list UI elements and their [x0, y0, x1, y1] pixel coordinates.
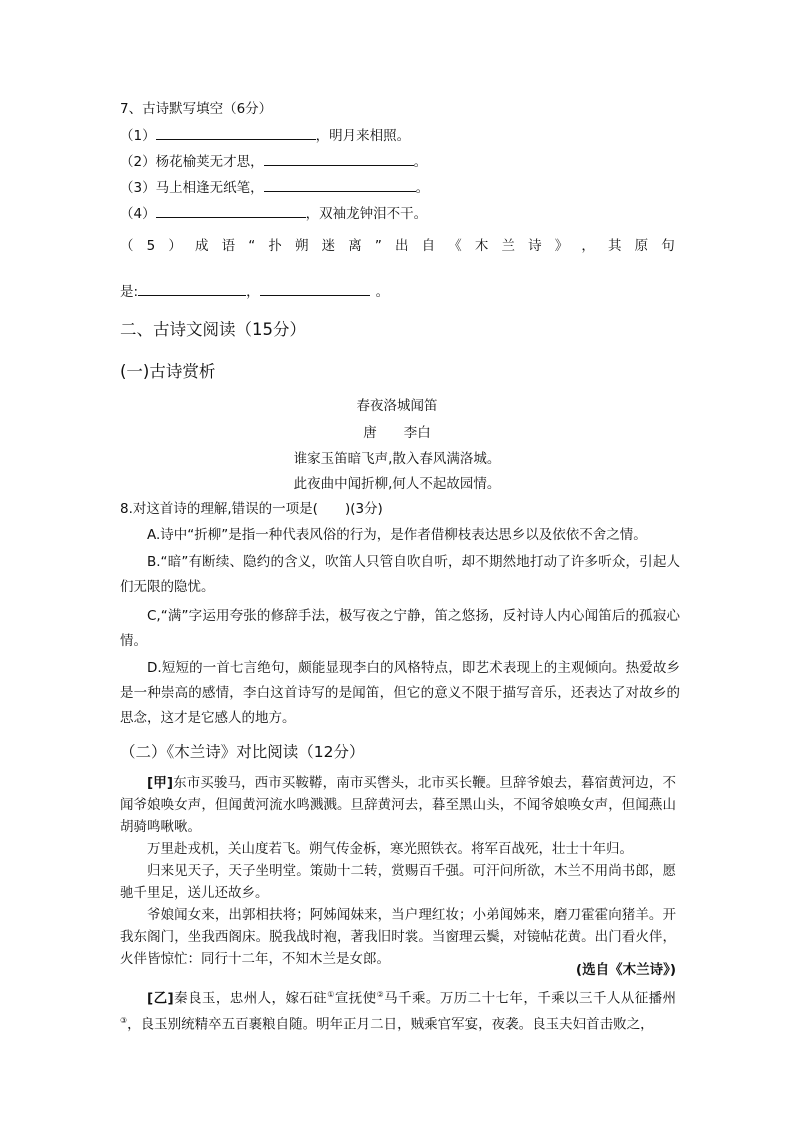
char: 语	[221, 238, 236, 254]
q8-option-a: A.诗中“折柳”是指一种代表风俗的行为，是作者借柳枝表达思乡以及依依不舍之情。	[147, 527, 647, 543]
char: 迷	[321, 238, 336, 254]
char: （	[120, 238, 134, 254]
char: 5	[146, 238, 156, 254]
q7-title: 7、古诗默写填空（6分）	[120, 101, 273, 117]
yi-text: ，良玉别统精卒五百裹粮自随。明年正月二日，贼乘官军宴，夜袭。良玉夫妇首击败之，	[127, 1016, 654, 1032]
char: 离	[348, 238, 362, 254]
q7-item-2	[120, 151, 427, 172]
subsection-heading: （二）《木兰诗》对比阅读（12分）	[120, 743, 365, 761]
poem-line: 此夜曲中闻折柳,何人不起故园情。	[293, 476, 501, 492]
q7-item-3	[120, 177, 429, 198]
answer-blank[interactable]	[156, 125, 316, 140]
char: 其	[607, 238, 622, 254]
jia-source: (选自《木兰诗》)	[575, 962, 676, 978]
poem-line: 谁家玉笛暗飞声,散入春风满洛城。	[293, 451, 501, 467]
char: ）	[168, 238, 182, 254]
char: 出	[394, 238, 409, 254]
answer-blank[interactable]	[260, 281, 370, 296]
jia-paragraph: 归来见天子，天子坐明堂。策勋十二转，赏赐百千强。可汗问所欲，木兰不用尚书郎，愿驰千里足，送儿还故乡。	[120, 863, 676, 901]
q7-item-5-start: 是:	[120, 284, 139, 300]
poem-author: 唐 李白	[363, 425, 431, 441]
jia-paragraph: 万里赴戎机，关山度若飞。朔气传金柝，寒光照铁衣。将军百战死，壮士十年归。	[147, 841, 633, 857]
char: 》	[554, 238, 569, 254]
char: ，	[581, 238, 595, 254]
q8-option-d: D.短短的一首七言绝句，颇能显现李白的风格特点，即艺术表现上的主观倾向。热爱故乡是一种崇高的感情，李白这首诗写的是闻笛，但它的意义不限于描写音乐，还表达了对故乡的思念，这才是它感人的地方。	[120, 660, 680, 726]
q7-item-5-end: 。	[375, 284, 390, 300]
q7-item-4-post: ，双袖龙钟泪不干。	[305, 206, 428, 222]
q7-item-5-line1	[120, 236, 675, 256]
char: ”	[374, 238, 382, 254]
char: “	[248, 238, 256, 254]
char: 《	[448, 238, 462, 254]
jia-paragraph: 爷娘闻女来，出郭相扶将；阿姊闻妹来，当户理红妆；小弟闻姊来，磨刀霍霍向猪羊。开我东阁门，坐我西阁床。脱我战时袍，著我旧时裳。当窗理云鬓，对镜帖花黄。出门看火伴，火伴皆惊忙：同行十二年，不知木兰是女郎。	[120, 907, 676, 967]
char: 诗	[528, 238, 542, 254]
answer-blank[interactable]	[156, 203, 306, 218]
q7-item-4	[120, 203, 427, 224]
q7-item-3-post: 。	[415, 180, 430, 196]
jia-paragraph	[120, 772, 676, 838]
poem-title: 春夜洛城闻笛	[356, 398, 438, 414]
char: 原	[634, 238, 649, 254]
q7-item-1-post: ，明月来相照。	[315, 128, 411, 144]
char: 句	[661, 238, 675, 254]
q8-stem: 8.对这首诗的理解,错误的一项是( )(3分)	[120, 501, 383, 517]
q7-item-1	[120, 125, 410, 146]
char: 扑	[268, 238, 282, 254]
q8-option-b: B.“暗”有断续、隐约的含义，吹笛人只管自吹自听，却不期然地打动了许多听众，引起人们无限的隐忧。	[120, 554, 680, 595]
section-heading: 二、古诗文阅读（15分）	[120, 320, 306, 339]
answer-blank[interactable]	[138, 281, 246, 296]
yi-text: 宣抚使	[334, 990, 377, 1007]
q8-option-c: C,“满”字运用夸张的修辞手法，极写夜之宁静，笛之悠扬，反衬诗人内心闻笛后的孤寂心情。	[120, 608, 680, 649]
char: 自	[421, 238, 436, 254]
footnote-mark: ①	[327, 990, 335, 999]
q7-item-3-pre: （3）马上相逢无纸笔，	[120, 180, 264, 196]
subsection-heading: (一)古诗赏析	[120, 362, 216, 381]
answer-blank[interactable]	[264, 151, 414, 166]
footnote-mark: ③	[120, 1015, 128, 1025]
char: 木	[474, 238, 489, 254]
answer-blank[interactable]	[264, 177, 416, 192]
yi-paragraph	[120, 984, 676, 1035]
jia-tag: [甲]	[147, 775, 174, 791]
char: 朔	[294, 238, 309, 254]
char: 成	[194, 238, 209, 254]
q7-item-5-line2	[120, 281, 389, 302]
yi-tag: [乙]	[147, 990, 174, 1007]
footnote-mark: ②	[376, 990, 385, 999]
q7-item-2-pre: （2）杨花榆荚无才思，	[120, 154, 264, 170]
q7-item-2-post: 。	[413, 154, 428, 170]
q7-item-1-pre: （1）	[120, 128, 156, 144]
yi-text: 秦良玉，忠州人，嫁石砫	[173, 990, 328, 1007]
jia-text: 东市买骏马，西市买鞍鞯，南市买辔头，北市买长鞭。旦辞爷娘去，暮宿黄河边，不闻爷娘唤女声，但闻黄河流水鸣溅溅。旦辞黄河去，暮至黑山头，不闻爷娘唤女声，但闻燕山胡骑鸣啾啾。	[120, 775, 676, 835]
yi-text: 马千乘。万历二十七年，千乘以三千人从征播州	[384, 990, 677, 1007]
q7-item-5-mid: ，	[246, 284, 260, 300]
char: 兰	[501, 238, 515, 254]
q7-item-4-pre: （4）	[120, 206, 156, 222]
